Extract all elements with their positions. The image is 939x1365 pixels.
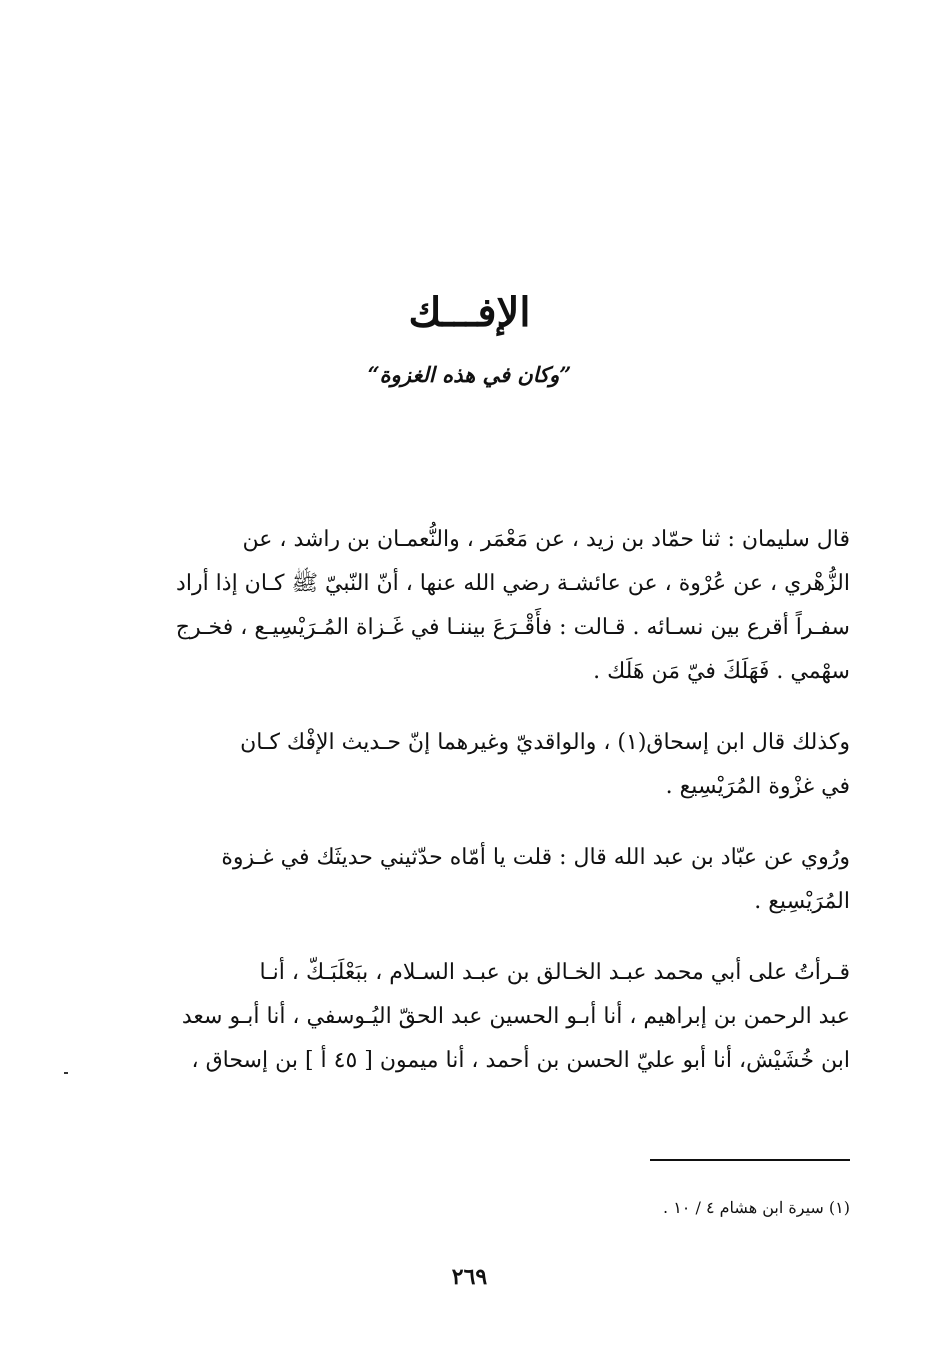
paragraph-2 [150,721,850,809]
footnote: (١) سيرة ابن هشام ٤ / ١٠ . [663,1198,850,1217]
text-line: المُرَيْسِيع . [754,889,850,914]
paragraph-3 [150,836,850,924]
text-line: عبد الرحمن بن إبراهيم ، أنا أبـو الحسين عبد الحقّ اليُـوسفي ، أنا أبـو سعد [181,1004,850,1029]
text-line: ورُوي عن عبّاد بن عبد الله قال : قلت يا أمّاه حدّثيني حديثَك في غـزوة [221,845,850,870]
text-line: الزُّهْري ، عن عُرْوة ، عن عائشـة رضي الله عنها ، أنّ النّبيّ ﷺ كـان إذا أراد [176,571,850,596]
text-line: سهْمي . فَهَلَكَ فيّ مَن هَلَك . [593,659,850,684]
text-line: في غزْوة المُرَيْسِيع . [665,774,850,799]
footnote-divider [650,1159,850,1161]
paragraph-4 [150,951,850,1083]
text-line: قـرأتُ على أبي محمد عبـد الخـالق بن عبـد السـلام ، ببَعْلَبَـكّ ، أنـا [259,960,850,985]
text-line: ابن خُشَيْش، أنا أبو عليّ الحسن بن أحمد ، أنا ميمون [ ٤٥ أ ] بن إسحاق ، [191,1048,850,1073]
text-line: سفـراً أقرع بين نسـائه . قـالت : فأَقْـرَعَ بيننـا في غَـزاة المُـرَيْسِيـع ، فخـرج [175,615,850,640]
chapter-subtitle: ”وكان في هذه الغزوة“ [367,362,572,387]
chapter-title: الإفـــك [408,289,531,336]
scan-speck [64,1072,68,1074]
text-line: وكذلك قال ابن إسحاق(١) ، والواقديّ وغيرهما إنّ حـديث الإفْك كـان [240,730,850,755]
paragraph-1 [150,518,850,694]
page-number: ٢٦٩ [451,1264,488,1290]
main-text [150,518,850,1110]
text-line: قال سليمان : ثنا حمّاد بن زيد ، عن مَعْمَر ، والنُّعمـان بن راشد ، عن [242,527,850,552]
